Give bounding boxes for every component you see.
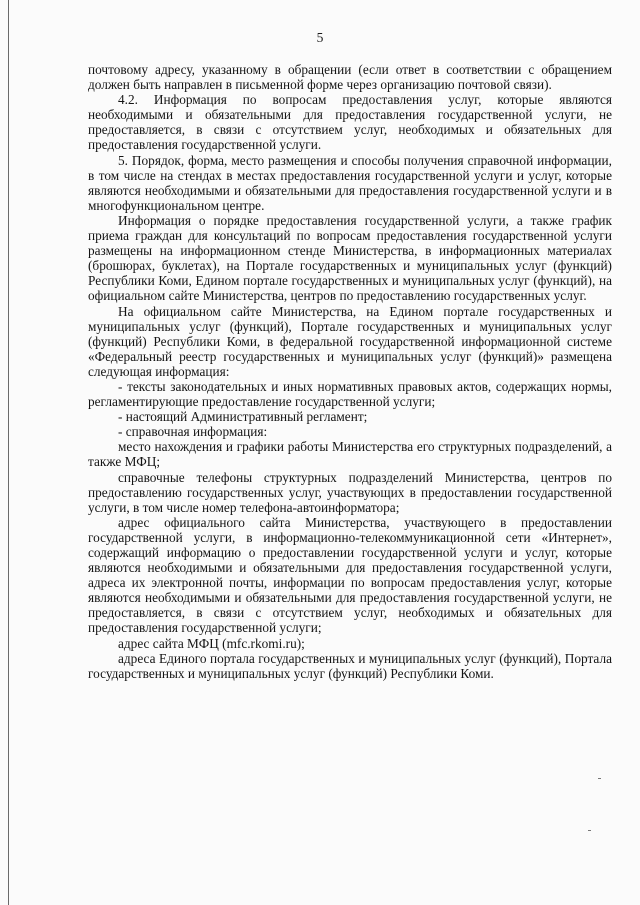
paragraph-phones: справочные телефоны структурных подразделений Министерства, центров по предоставлению государственных услуг, участвующих в предоставлении государственной услуги, в том числе номер телефона-автоинформатора;	[88, 469, 612, 515]
paragraph-official-site: На официальном сайте Министерства, на Едином портале государственных и муниципальных услуг (функций), Портале государственных и муниципальных услуг (функций) Республики Коми, в федеральной государственной информационной системе «Федеральный реестр государственных и муниципальных услуг (функций)» размещена следующая информация:	[88, 303, 612, 379]
paragraph-5: 5. Порядок, форма, место размещения и способы получения справочной информации, в том числе на стендах в местах предоставления государственной услуги и услуг, которые являются необходимыми и обязательными для предоставления государственной услуги и в многофункциональном центре.	[88, 152, 612, 213]
list-item-regulation: - настоящий Административный регламент;	[118, 409, 368, 425]
page-number: 5	[316, 30, 324, 45]
list-item-legal-acts: - тексты законодательных и иных нормативных правовых актов, содержащих нормы, регламентирующие предоставление государственной услуги;	[88, 378, 612, 410]
paragraph-mfc-site: адрес сайта МФЦ (mfc.rkomi.ru);	[118, 635, 305, 651]
scan-speck	[588, 830, 591, 831]
scan-edge-line	[8, 0, 9, 905]
paragraph-continuation: почтовому адресу, указанному в обращении (если ответ в соответствии с обращением должен быть направлен в письменной форме через организацию почтовой связи).	[88, 62, 612, 93]
paragraph-location-schedule: место нахождения и графики работы Министерства его структурных подразделений, а также МФЦ;	[88, 439, 612, 470]
list-item-reference-info: - справочная информация:	[118, 424, 268, 440]
paragraph-portals: адреса Единого портала государственных и муниципальных услуг (функций), Портала государственных и муниципальных услуг (функций) Республики Коми.	[88, 650, 612, 681]
scan-speck	[598, 778, 601, 779]
paragraph-info-procedure: Информация о порядке предоставления государственной услуги, а также график приема граждан для консультаций по вопросам предоставления государственной услуги размещены на информационном стенде Министерства, в информационных материалах (брошюрах, буклетах), на Портале государственных и муниципальных услуг (функций) Республики Коми, Едином портале государственных и муниципальных услуг (функций), на официальном сайте Министерства, центров по предоставлению государственных услуг.	[88, 212, 612, 304]
paragraph-4-2: 4.2. Информация по вопросам предоставления услуг, которые являются необходимыми и обязательными для предоставления государственной услуги, не предоставляется, в связи с отсутствием услуг, необходимых и обязательных для предоставления государственной услуги.	[88, 92, 612, 153]
paragraph-site-address: адрес официального сайта Министерства, участвующего в предоставлении государственной услуги, в информационно-телекоммуникационной сети «Интернет», содержащий информацию о предоставлении государственной услуги и услуг, которые являются необходимыми и обязательными для предоставления государственной услуги, адреса их электронной почты, информации по вопросам предоставления услуг, которые являются необходимыми и обязательными для предоставления государственной услуги, не предоставляется, в связи с отсутствием услуг, необходимых и обязательных для предоставления государственной услуги;	[88, 514, 612, 636]
document-body	[88, 62, 612, 681]
